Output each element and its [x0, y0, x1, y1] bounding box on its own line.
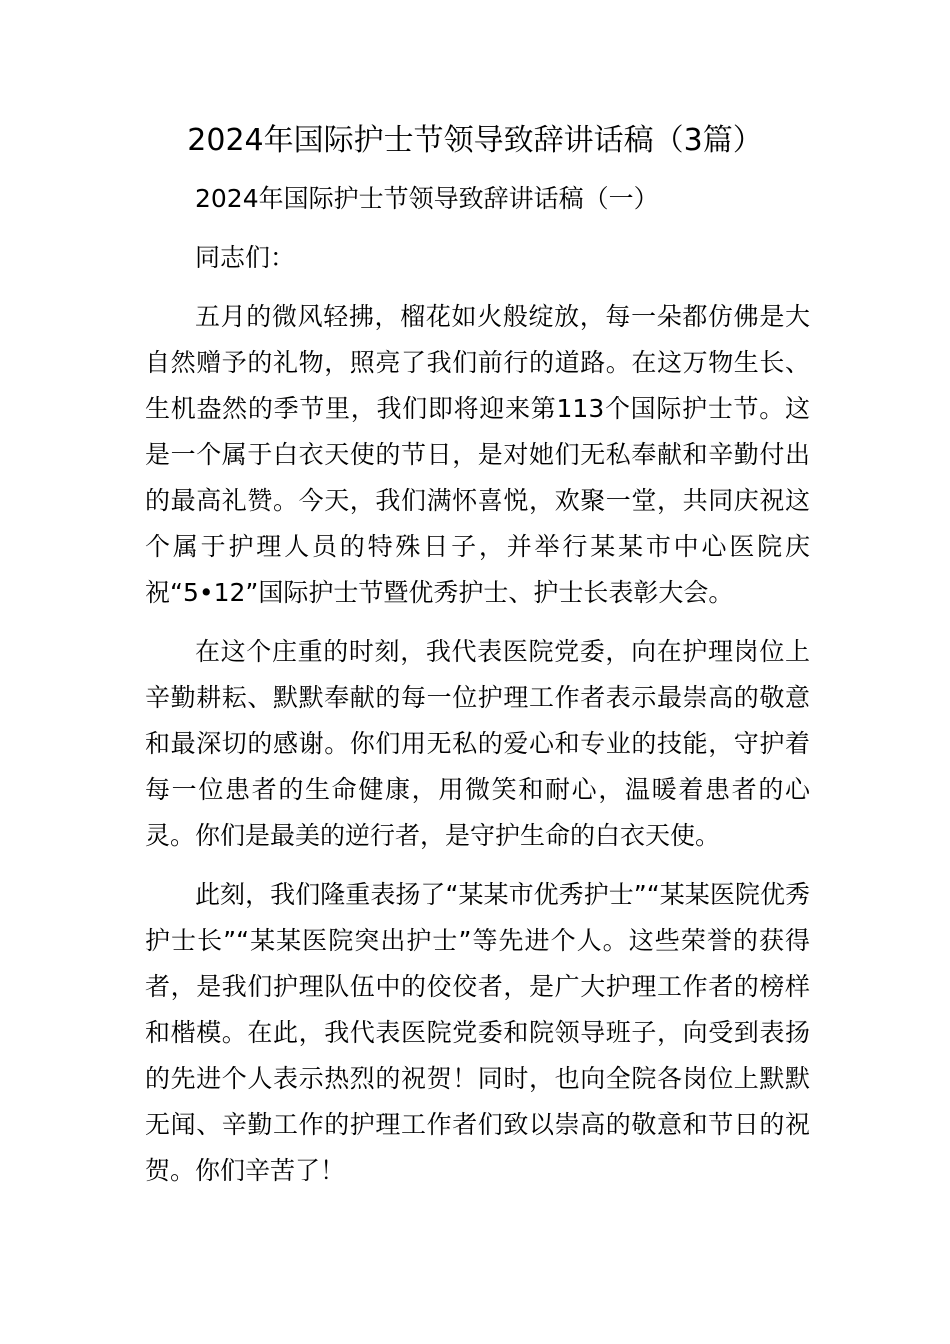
paragraph-1: 五月的微风轻拂，榴花如火般绽放，每一朵都仿佛是大自然赠予的礼物，照亮了我们前行的道路。在这万物生长、生机盎然的季节里，我们即将迎来第113个国际护士节。这是一个属于白衣天使的节日，是对她们无私奉献和辛勤付出的最高礼赞。今天，我们满怀喜悦，欢聚一堂，共同庆祝这个属于护理人员的特殊日子，并举行某某市中心医院庆祝“5•12”国际护士节暨优秀护士、护士长表彰大会。: [145, 302, 810, 607]
document-title: 2024年国际护士节领导致辞讲话稿（3篇）: [187, 123, 763, 158]
paragraph-3: 此刻，我们隆重表扬了“某某市优秀护士”“某某医院优秀护士长”“某某医院突出护士”等先进个人。这些荣誉的获得者，是我们护理队伍中的佼佼者，是广大护理工作者的榜样和楷模。在此，我代表医院党委和院领导班子，向受到表扬的先进个人表示热烈的祝贺！同时，也向全院各岗位上默默无闻、辛勤工作的护理工作者们致以崇高的敬意和节日的祝贺。你们辛苦了！: [145, 880, 810, 1185]
document-body: [145, 176, 810, 1207]
paragraph-2: 在这个庄重的时刻，我代表医院党委，向在护理岗位上辛勤耕耘、默默奉献的每一位护理工作者表示最崇高的敬意和最深切的感谢。你们用无私的爱心和专业的技能，守护着每一位患者的生命健康，用微笑和耐心，温暖着患者的心灵。你们是最美的逆行者，是守护生命的白衣天使。: [145, 637, 810, 850]
section-subtitle: 2024年国际护士节领导致辞讲话稿（一）: [195, 184, 659, 213]
greeting: 同志们：: [195, 243, 296, 272]
